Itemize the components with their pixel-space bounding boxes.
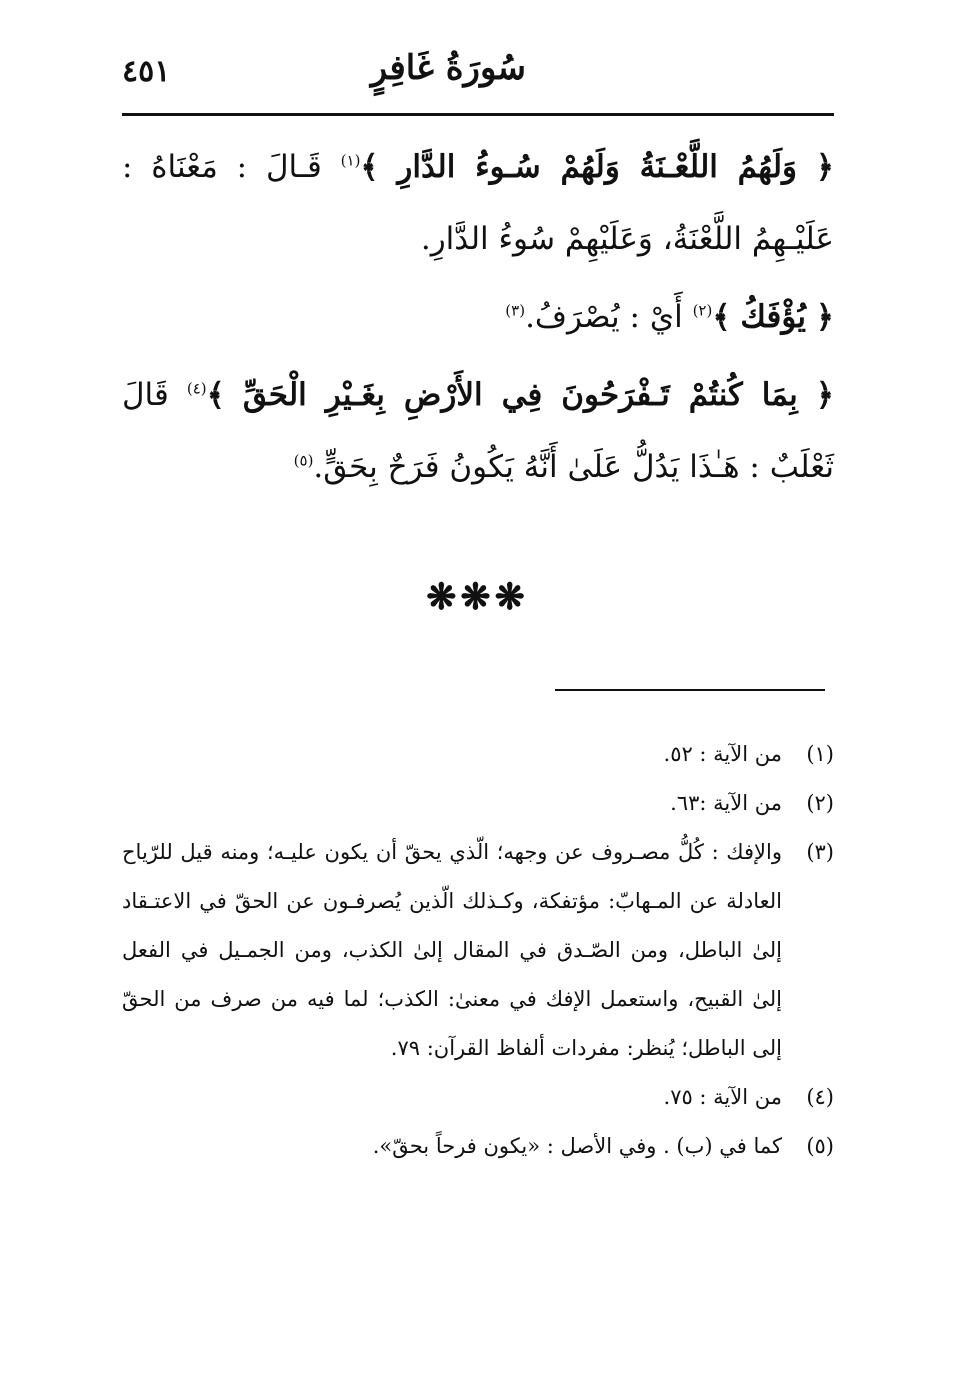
footnotes	[122, 730, 834, 1171]
paragraph-2	[122, 281, 834, 353]
quran-bracket-close: ﴾	[360, 149, 379, 185]
footnote-text: من الآية : ٥٢.	[663, 742, 782, 766]
footnote-text: من الآية : ٧٥.	[663, 1085, 782, 1109]
sura-title: سُورَةُ غَافِرٍ	[370, 48, 526, 88]
quran-bracket-open: ﴿	[815, 299, 834, 335]
quran-bracket-close: ﴾	[712, 299, 731, 335]
page-number: ٤٥١	[122, 54, 171, 89]
footnote-ref: (٣)	[505, 301, 526, 320]
footnote-number: (٤)	[806, 1085, 834, 1109]
quran-bracket-close: ﴾	[206, 377, 225, 413]
footnote-item	[122, 730, 834, 779]
footnote-ref: (٤)	[186, 379, 207, 398]
footnote-divider	[555, 689, 825, 691]
footnote-item	[122, 1122, 834, 1171]
header-divider	[122, 113, 834, 116]
quran-verse: يُؤْفَكُ	[740, 299, 806, 335]
section-separator: ❋❋❋	[426, 576, 529, 618]
quran-verse: بِمَا كُنتُمْ تَـفْرَحُونَ فِي الأَرْضِ بِغَـيْرِ الْحَقِّ	[242, 377, 798, 413]
footnote-item	[122, 1073, 834, 1122]
quran-bracket-open: ﴿	[815, 149, 835, 185]
paragraph-3	[122, 359, 834, 503]
paragraph-1	[122, 131, 834, 275]
quran-verse: وَلَهُمُ اللَّعْـنَةُ وَلَهُمْ سُـوءُ الدَّارِ	[397, 149, 798, 185]
quran-bracket-open: ﴿	[815, 377, 835, 413]
commentary-text: قَالَ ثَعْلَبٌ : هَـٰذَا يَدُلُّ عَلَىٰ أَنَّهُ يَكُونُ فَرَحٌ بِحَقٍّ.	[122, 377, 834, 485]
footnote-item	[122, 828, 834, 1073]
footnote-ref: (١)	[340, 151, 361, 170]
footnote-number: (٥)	[806, 1134, 834, 1158]
footnote-text: والإفك : كُلُّ مصـروف عن وجهه؛ الّذي يحقّ أن يكون عليـه؛ ومنه قيل للرّياح العادلة عن المـهابّ: مؤتفكة، وكـذلك الّذين يُصرفـون عن الحقّ في الاعتـقاد إلىٰ الباطل، ومن الصّـدق في المقال إلىٰ الكذب، ومن الجمـيل في الفعل إلىٰ القبيح، واستعمل الإفك في معنىٰ: الكذب؛ لما فيه من صرف من الحقّ إلى الباطل؛ يُنظر: مفردات ألفاظ القرآن: ٧٩.	[122, 840, 782, 1060]
footnote-item	[122, 779, 834, 828]
footnote-number: (٣)	[806, 840, 834, 864]
footnote-ref: (٥)	[293, 451, 314, 470]
footnote-text: من الآية :٦٣.	[670, 791, 782, 815]
commentary-text: قَـالَ : مَعْنَاهُ : عَلَيْـهِمُ اللَّعْنَةُ، وَعَلَيْهِمْ سُوءُ الدَّارِ.	[122, 149, 834, 257]
page-header	[122, 44, 834, 114]
footnote-text: كما في (ب) . وفي الأصل : «يكون فرحاً بحقّ».	[372, 1134, 782, 1158]
footnote-ref: (٢)	[692, 301, 713, 320]
main-text	[122, 125, 834, 503]
commentary-text: أَيْ : يُصْرَفُ.	[525, 299, 683, 335]
footnote-number: (١)	[806, 742, 834, 766]
footnote-number: (٢)	[806, 791, 834, 815]
